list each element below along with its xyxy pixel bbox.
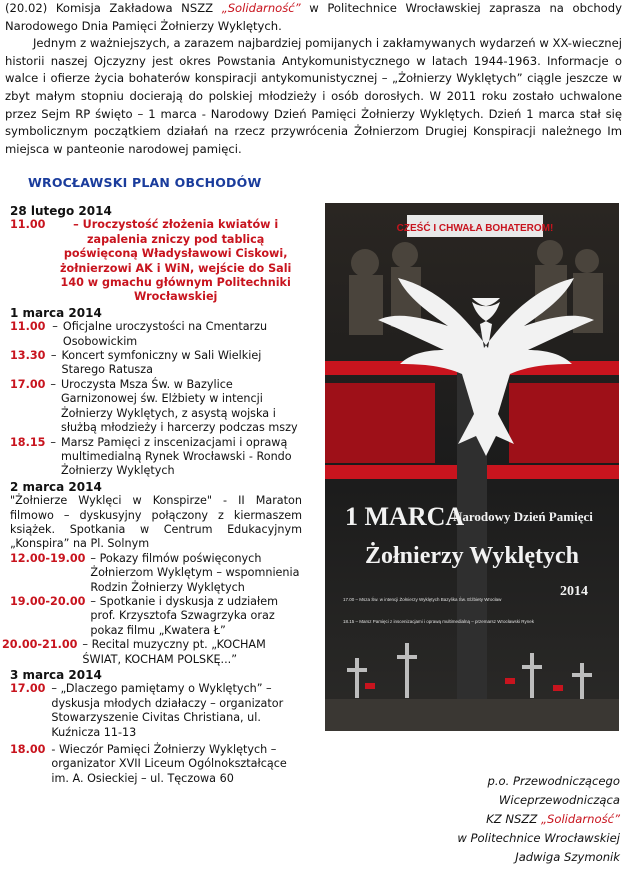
event-desc: - Wieczór Pamięci Żołnierzy Wyklętych – organizator XVII Liceum Ogólnokształcące im. A. Osieckiej – ul. Tęczowa 60: [51, 743, 287, 785]
poster-line2: Żołnierzy Wyklętych: [365, 543, 579, 569]
event-item: [10, 436, 302, 479]
event-time: 20.00-21.00: [2, 638, 78, 652]
day-date: 1 marca 2014: [10, 305, 102, 320]
event-desc: – Spotkanie i dyskusja z udziałem prof. Krzysztofa Szwagrzyka oraz pokaz filmu „Kwatera Ł”: [90, 594, 278, 637]
signature-line: w Politechnice Wrocławskiej: [457, 831, 620, 845]
event-item: [10, 218, 302, 304]
event-desc: – „Dlaczego pamiętamy o Wyklętych” – dyskusja młodych działaczy – organizator Stowarzyszenie Civitas Christiana, ul. Kuźnicza 11-13: [51, 682, 284, 739]
ground: [325, 699, 619, 731]
signature-line: Wiceprzewodnicząca: [498, 793, 620, 807]
poster-small-2: 18.15 – Marsz Pamięci z inscenizacjami i oprawą multimedialną – przemarsz Wrocławski Rynek: [343, 619, 534, 624]
signature-name: Jadwiga Szymonik: [515, 850, 620, 864]
schedule: [2, 203, 302, 786]
event-time: 13.30: [10, 349, 46, 363]
poster-year: 2014: [560, 584, 588, 599]
poster-date: 1 MARCA: [345, 502, 465, 531]
event-item: [2, 638, 302, 667]
event-time: 11.00: [10, 218, 46, 232]
poster-banner: CZEŚĆ I CHWAŁA BOHATEROM!: [396, 223, 554, 234]
day-date: 28 lutego 2014: [10, 204, 112, 218]
event-time: 18.15: [10, 435, 46, 449]
event-item: [10, 378, 302, 436]
signature-org: „Solidarność”: [541, 812, 620, 826]
signature-org-prefix: KZ NSZZ: [486, 812, 541, 826]
event-desc: Oficjalne uroczystości na Cmentarzu Osobowickim: [62, 320, 268, 348]
event-item: [10, 595, 302, 638]
event-time: 18.00: [10, 743, 46, 757]
event-time: 19.00-20.00: [10, 594, 86, 608]
event-desc: – Recital muzyczny pt. „KOCHAM ŚWIAT, KOCHAM POLSKĘ...”: [82, 638, 266, 666]
event-time: 11.00: [10, 320, 46, 334]
event-desc: – Uroczystość złożenia kwiatów i zapalenia zniczy pod tablicą poświęconą Władysławowi Ciskowi, żołnierzowi AK i WiN, wejście do Sali 140 w gmachu głównym Politechniki Wrocławskiej: [60, 218, 292, 304]
event-dash: –: [52, 320, 58, 334]
intro-text: (20.02) Komisja Zakładowa NSZZ: [5, 1, 222, 15]
event-time: 17.00: [10, 377, 46, 391]
day-date: 2 marca 2014: [10, 479, 102, 494]
intro-paragraph-2: Jednym z ważniejszych, a zarazem najbardziej pomijanych i zakłamywanych wydarzeń w XX-wiecznej historii naszej Ojczyzny jest okres Powstania Antykomunistycznego w latach 1944-1963. Informacje o walce i ofierze życia bohaterów konspiracji antykomunistycznej – „Żołnierzy Wyklętych” ciągle jeszcze w zbyt małym stopniu docierają do polskiej młodzieży i osób dorosłych. W 2011 roku zostało uchwalone przez Sejm RP święto – 1 marca - Narodowy Dzień Pamięci Żołnierzy Wyklętych. Dzień 1 marca stał się symbolicznym początkiem działań na rzecz przywrócenia Żołnierzom Drugiej Konspiracji należnego Im miejsca w panteonie narodowej pamięci.: [5, 36, 622, 156]
day-date: 3 marca 2014: [10, 668, 102, 682]
intro-paragraph-1: [5, 0, 622, 35]
signature-line: [360, 810, 620, 829]
day-note: "Żołnierze Wyklęci w Konspirze" - II Maraton filmowo – dyskusyjny połączony z kiermaszem książek. Spotkania w Centrum Edukacyjnym „Konspira” na Pl. Solnym: [10, 494, 302, 551]
event-poster: [325, 203, 619, 731]
poster-line1: Narodowy Dzień Pamięci: [453, 509, 593, 524]
event-time: 17.00: [10, 682, 46, 696]
plan-title: WROCŁAWSKI PLAN OBCHODÓW: [28, 175, 262, 190]
event-item: [10, 552, 302, 595]
org-name: „Solidarność”: [221, 1, 301, 15]
event-item: [10, 743, 302, 786]
red-panel: [325, 383, 435, 463]
intro-text-suffix: w Politechnice Wrocławskiej zaprasza na obchody Narodowego Dnia Pamięci Żołnierzy Wyklętych.: [5, 1, 622, 33]
event-desc: Koncert symfoniczny w Sali Wielkiej Starego Ratusza: [61, 349, 262, 377]
event-time: 12.00-19.00: [10, 551, 86, 565]
event-dash: –: [50, 377, 56, 391]
event-dash: –: [50, 349, 57, 363]
event-item: [10, 320, 302, 349]
signature-line: p.o. Przewodniczącego: [487, 774, 620, 788]
intro-section: [5, 0, 622, 158]
event-dash: –: [50, 435, 56, 449]
event-desc: Uroczysta Msza Św. w Bazylice Garnizonowej św. Elżbiety w intencji Żołnierzy Wyklętych, z asystą wojska i służbą młodzieży i harcerzy podczas mszy: [60, 377, 298, 435]
event-desc: Marsz Pamięci z inscenizacjami i oprawą multimedialną Rynek Wrocławski - Rondo Żołnierzy Wyklętych: [60, 435, 292, 478]
poster-small-1: 17.00 – Msza Św. w intencji Żołnierzy Wyklętych Bazylika Św. Elżbiety Wrocław: [343, 597, 502, 602]
poster-graphic: [325, 203, 619, 731]
event-item: [10, 349, 302, 378]
event-desc: – Pokazy filmów poświęconych Żołnierzom Wyklętym – wspomnienia Rodzin Żołnierzy Wyklętych: [90, 551, 300, 594]
red-panel: [509, 383, 619, 463]
signature-block: [360, 772, 620, 867]
event-item: [10, 682, 302, 740]
